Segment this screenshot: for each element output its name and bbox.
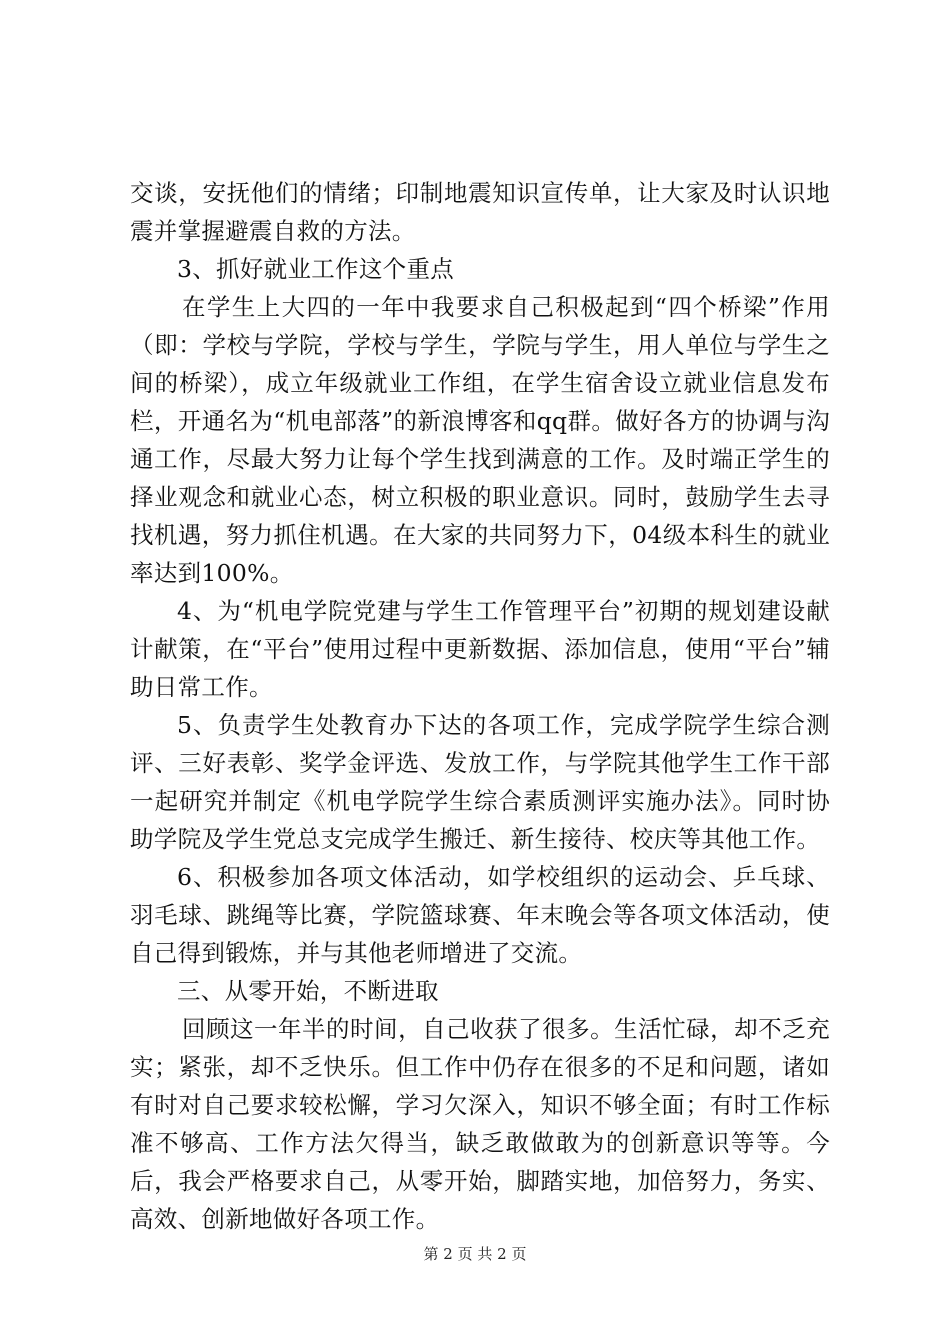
paragraph-continuation: 交谈，安抚他们的情绪；印制地震知识宣传单，让大家及时认识地震并掌握避震自救的方法。 — [130, 179, 830, 245]
heading-employment: 3、抓好就业工作这个重点 — [177, 255, 455, 283]
paragraph-student-affairs: 5、负责学生处教育办下达的各项工作，完成学院学生综合测评、三好表彰、奖学金评选、发放工作，与学院其他学生工作干部一起研究并制定《机电学院学生综合素质测评实施办法》。同时协助学院及学生党总支完成学生搬迁、新生接待、校庆等其他工作。 — [130, 711, 830, 853]
document-body — [130, 174, 830, 1238]
paragraph-review: 回顾这一年半的时间，自己收获了很多。生活忙碌，却不乏充实；紧张，却不乏快乐。但工作中仍存在很多的不足和问题，诸如有时对自己要求较松懈，学习欠深入，知识不够全面；有时工作标准不够高、工作方法欠得当，缺乏敢做敢为的创新意识等等。今后，我会严格要求自己，从零开始，脚踏实地，加倍努力，务实、高效、创新地做好各项工作。 — [130, 1015, 830, 1233]
paragraph-platform: 4、为“机电学院党建与学生工作管理平台”初期的规划建设献计献策，在“平台”使用过程中更新数据、添加信息，使用“平台”辅助日常工作。 — [130, 597, 830, 701]
paragraph-activities: 6、积极参加各项文体活动，如学校组织的运动会、乒乓球、羽毛球、跳绳等比赛，学院篮球赛、年末晚会等各项文体活动，使自己得到锻炼，并与其他老师增进了交流。 — [130, 863, 830, 967]
page-number-footer: 第 2 页 共 2 页 — [423, 1245, 527, 1263]
heading-section-three: 三、从零开始，不断进取 — [177, 977, 439, 1005]
paragraph-employment: 在学生上大四的一年中我要求自己积极起到“四个桥梁”作用（即：学校与学院，学校与学生，学院与学生，用人单位与学生之间的桥梁），成立年级就业工作组，在学生宿舍设立就业信息发布栏，开通名为“机电部落”的新浪博客和qq群。做好各方的协调与沟通工作，尽最大努力让每个学生找到满意的工作。及时端正学生的择业观念和就业心态，树立积极的职业意识。同时，鼓励学生去寻找机遇，努力抓住机遇。在大家的共同努力下，04级本科生的就业率达到100%。 — [130, 293, 830, 587]
